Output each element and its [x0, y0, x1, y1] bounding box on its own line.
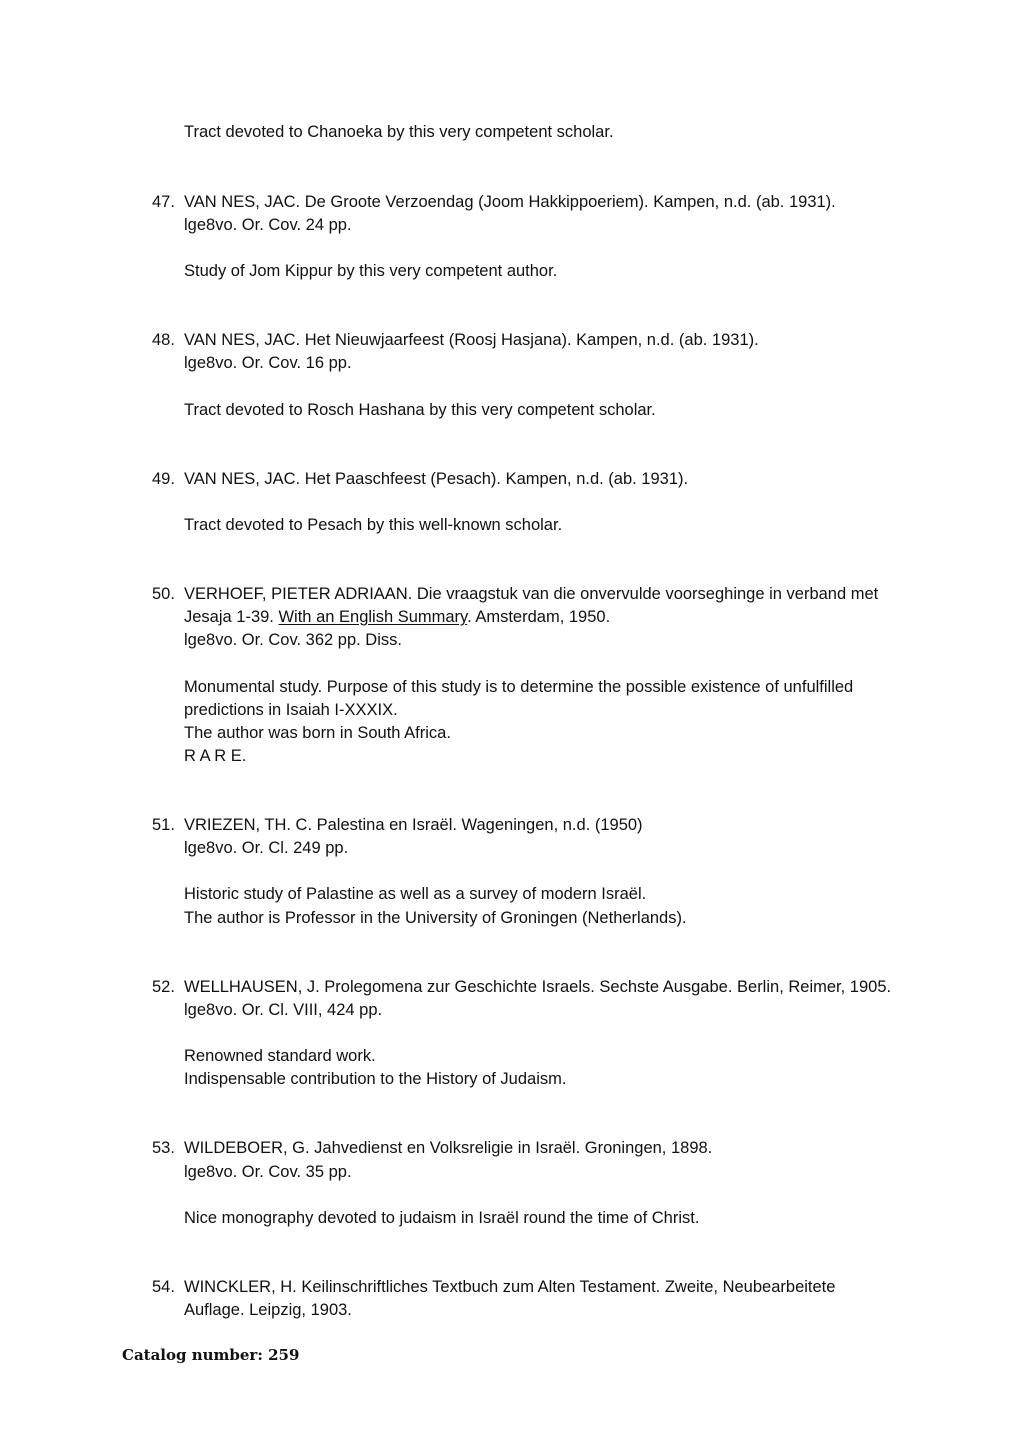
entry-50-description-1: Monumental study. Purpose of this study is to determine the possible existence of unfulfilled: [184, 678, 854, 696]
entry-47-description: Study of Jom Kippur by this very competent author.: [184, 262, 558, 280]
entry-50-format: lge8vo. Or. Cov. 362 pp. Diss.: [184, 631, 402, 649]
catalog-number-footer: Catalog number: 259: [122, 1346, 300, 1364]
entry-50-number: 50.: [152, 585, 175, 603]
entry-54-title: WINCKLER, H. Keilinschriftliches Textbuch zum Alten Testament. Zweite, Neubearbeitete: [184, 1278, 836, 1296]
entry-50-title: VERHOEF, PIETER ADRIAAN. Die vraagstuk van die onvervulde voorseghinge in verband met: [184, 585, 879, 603]
entry-51-title: VRIEZEN, TH. C. Palestina en Israël. Wageningen, n.d. (1950): [184, 816, 643, 834]
entry-47-format: lge8vo. Or. Cov. 24 pp.: [184, 216, 352, 234]
entry-53-description: Nice monography devoted to judaism in Israël round the time of Christ.: [184, 1209, 700, 1227]
entry-52-description-1: Renowned standard work.: [184, 1047, 376, 1065]
entry-48-format: lge8vo. Or. Cov. 16 pp.: [184, 354, 352, 372]
entry-51-description-1: Historic study of Palastine as well as a survey of modern Israël.: [184, 885, 647, 903]
entry-51-format: lge8vo. Or. Cl. 249 pp.: [184, 839, 349, 857]
entry-51-number: 51.: [152, 816, 175, 834]
entry-48-description: Tract devoted to Rosch Hashana by this very competent scholar.: [184, 401, 656, 419]
entry-52-title: WELLHAUSEN, J. Prolegomena zur Geschichte Israels. Sechste Ausgabe. Berlin, Reimer, 1905.: [184, 978, 892, 996]
entry-48-number: 48.: [152, 331, 175, 349]
entry-52-format: lge8vo. Or. Cl. VIII, 424 pp.: [184, 1001, 383, 1019]
entry-53-format: lge8vo. Or. Cov. 35 pp.: [184, 1163, 352, 1181]
entry-52-description-2: Indispensable contribution to the History of Judaism.: [184, 1070, 567, 1088]
entry-50-description-3: The author was born in South Africa.: [184, 724, 451, 742]
entry-54-title-cont: Auflage. Leipzig, 1903.: [184, 1301, 352, 1319]
entry-47-number: 47.: [152, 193, 175, 211]
entry-50-imprint: . Amsterdam, 1950.: [467, 608, 611, 626]
entry-52-number: 52.: [152, 978, 175, 996]
entry-53-title: WILDEBOER, G. Jahvedienst en Volksreligie in Israël. Groningen, 1898.: [184, 1139, 713, 1157]
entry-51-description-2: The author is Professor in the University of Groningen (Netherlands).: [184, 909, 687, 927]
entry-47-title: VAN NES, JAC. De Groote Verzoendag (Joom Hakkippoeriem). Kampen, n.d. (ab. 1931).: [184, 193, 836, 211]
entry-48-title: VAN NES, JAC. Het Nieuwjaarfeest (Roosj Hasjana). Kampen, n.d. (ab. 1931).: [184, 331, 759, 349]
entry-50-rare: R A R E.: [184, 747, 247, 765]
entry-49-number: 49.: [152, 470, 175, 488]
english-summary-note: With an English Summary: [278, 608, 468, 626]
entry-49-title: VAN NES, JAC. Het Paaschfeest (Pesach). Kampen, n.d. (ab. 1931).: [184, 470, 689, 488]
entry-53-number: 53.: [152, 1139, 175, 1157]
entry-46-description: Tract devoted to Chanoeka by this very competent scholar.: [184, 123, 614, 141]
entry-50-title-cont: [184, 606, 610, 628]
entry-50-description-2: predictions in Isaiah I-XXXIX.: [184, 701, 398, 719]
entry-54-number: 54.: [152, 1278, 175, 1296]
entry-50-title-part: Jesaja 1-39.: [184, 608, 279, 626]
entry-49-description: Tract devoted to Pesach by this well-known scholar.: [184, 516, 563, 534]
